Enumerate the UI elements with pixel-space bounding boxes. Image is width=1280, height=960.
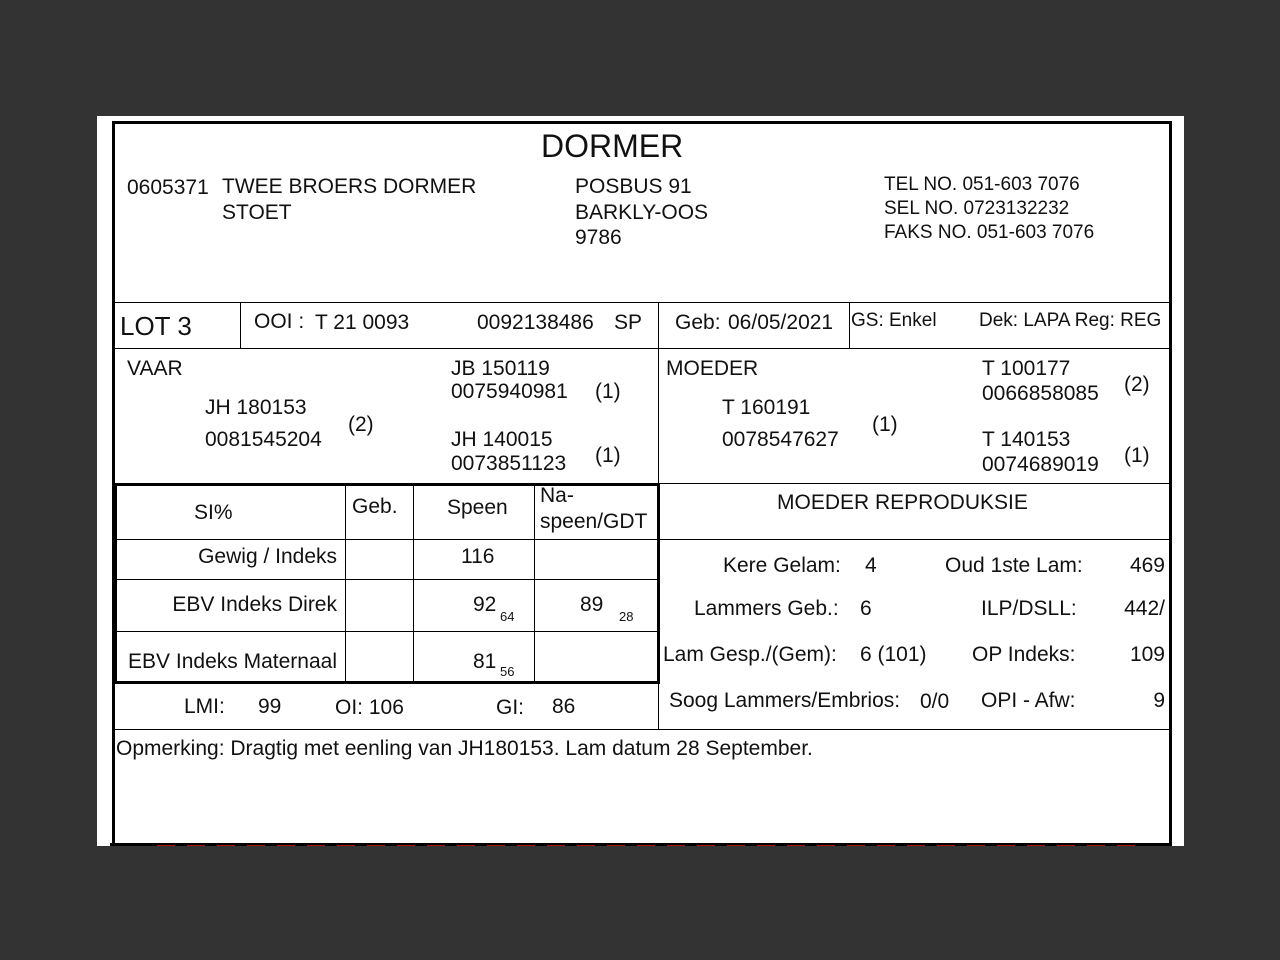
breeder-tel: TEL NO. 051-603 7076 [884, 174, 1080, 195]
lot-card-sheet [97, 116, 1184, 846]
kere-value: 4 [865, 554, 877, 577]
geb-label: Geb: [675, 311, 721, 334]
gesp-label: Lam Gesp./(Gem): [663, 643, 837, 666]
breeder-name-line2: STOET [222, 201, 292, 224]
moeder-dam-no: 0074689019 [982, 453, 1099, 476]
rule [658, 348, 659, 483]
lmi-label: LMI: [184, 695, 225, 718]
vaar-dam-id: JH 140015 [451, 428, 553, 451]
lmi-value: 99 [258, 695, 282, 718]
lammers-label: Lammers Geb.: [694, 597, 839, 620]
rule [413, 483, 414, 683]
si-row-label: EBV Indeks Direk [172, 593, 337, 616]
breeder-code: 0605371 [127, 176, 209, 199]
si-row-naspeen-sub: 28 [619, 609, 634, 624]
si-row-speen: 116 [461, 545, 495, 568]
rule [115, 302, 1172, 303]
moeder-sire-no: 0066858085 [982, 382, 1099, 405]
ilp-label: ILP/DSLL: [981, 597, 1077, 620]
moeder-note: (1) [872, 413, 898, 436]
si-col-naspeen-2: speen/GDT [540, 510, 648, 533]
vaar-label: VAAR [127, 357, 183, 380]
gesp-value: 6 (101) [860, 643, 927, 666]
moeder-no: 0078547627 [722, 428, 839, 451]
moeder-label: MOEDER [666, 357, 759, 380]
lot-number: LOT 3 [120, 311, 192, 341]
vaar-note: (2) [348, 413, 374, 436]
breeder-address2: BARKLY-OOS [575, 201, 709, 224]
oi-value: OI: 106 [335, 696, 404, 719]
soog-value: 0/0 [920, 690, 950, 713]
rule [345, 483, 346, 683]
si-col-naspeen-1: Na- [540, 484, 574, 507]
opi-label: OPI - Afw: [981, 689, 1076, 712]
vaar-id: JH 180153 [205, 396, 307, 419]
si-row-label: Gewig / Indeks [198, 545, 337, 568]
vaar-sire-no: 0075940981 [451, 380, 568, 403]
vaar-dam-note: (1) [595, 444, 621, 467]
si-row-speen-sub: 56 [500, 664, 515, 679]
breeder-address1: POSBUS 91 [575, 175, 692, 198]
oud-label: Oud 1ste Lam: [945, 554, 1083, 577]
rule [240, 302, 241, 348]
si-row-speen: 81 [473, 650, 497, 673]
lammers-value: 6 [860, 597, 872, 620]
rule [115, 631, 658, 632]
moeder-dam-note: (1) [1124, 444, 1150, 467]
gi-label: GI: [496, 696, 525, 719]
breed-title: DORMER [541, 128, 684, 164]
soog-label: Soog Lammers/Embrios: [669, 689, 901, 712]
gi-value: 86 [552, 695, 576, 718]
ilp-value: 442/ [1124, 597, 1165, 620]
si-col-speen: Speen [447, 496, 508, 519]
si-col-geb: Geb. [352, 495, 398, 518]
moeder-id: T 160191 [722, 396, 811, 419]
breeder-postcode: 9786 [575, 226, 622, 249]
ooi-class: SP [614, 311, 643, 334]
rule [849, 302, 850, 348]
rule [658, 302, 659, 348]
rule [115, 579, 658, 580]
moeder-sire-id: T 100177 [982, 357, 1071, 380]
oud-value: 469 [1129, 554, 1165, 577]
rule [115, 539, 1172, 540]
vaar-sire-id: JB 150119 [451, 357, 550, 380]
vaar-sire-note: (1) [595, 380, 621, 403]
si-row-speen: 92 [473, 593, 497, 616]
opi-value: 9 [1153, 689, 1165, 712]
si-header: SI% [194, 501, 233, 524]
si-row-speen-sub: 64 [500, 609, 515, 624]
kere-label: Kere Gelam: [723, 554, 841, 577]
moeder-sire-note: (2) [1124, 373, 1150, 396]
ooi-label: OOI : [254, 310, 305, 333]
rule [115, 348, 1172, 349]
rule [657, 483, 660, 683]
breeder-sel: SEL NO. 0723132232 [884, 198, 1070, 219]
vaar-dam-no: 0073851123 [451, 452, 567, 475]
si-row-label: EBV Indeks Maternaal [128, 650, 337, 673]
rule [658, 683, 659, 729]
rule [114, 681, 660, 684]
rule [114, 483, 117, 683]
remark: Opmerking: Dragtig met eenling van JH180153. Lam datum 28 September. [116, 737, 813, 760]
breeder-name-line1: TWEE BROERS DORMER [222, 175, 477, 198]
vaar-no: 0081545204 [205, 428, 322, 451]
rule [114, 483, 660, 486]
op-label: OP Indeks: [972, 643, 1076, 666]
ooi-id: T 21 0093 [315, 311, 410, 334]
rule [115, 729, 1172, 730]
moeder-dam-id: T 140153 [982, 428, 1071, 451]
breeder-faks: FAKS NO. 051-603 7076 [884, 222, 1095, 243]
rule [660, 483, 1172, 484]
geb-date: 06/05/2021 [728, 311, 834, 334]
dek-reg-value: Dek: LAPA Reg: REG [979, 310, 1162, 331]
rule [534, 483, 535, 683]
repro-header: MOEDER REPRODUKSIE [777, 491, 1028, 514]
op-value: 109 [1129, 643, 1165, 666]
ooi-reg-no: 0092138486 [477, 311, 594, 334]
cut-off-red-text [157, 845, 1137, 846]
si-row-naspeen: 89 [580, 593, 604, 616]
gs-value: GS: Enkel [851, 310, 937, 331]
